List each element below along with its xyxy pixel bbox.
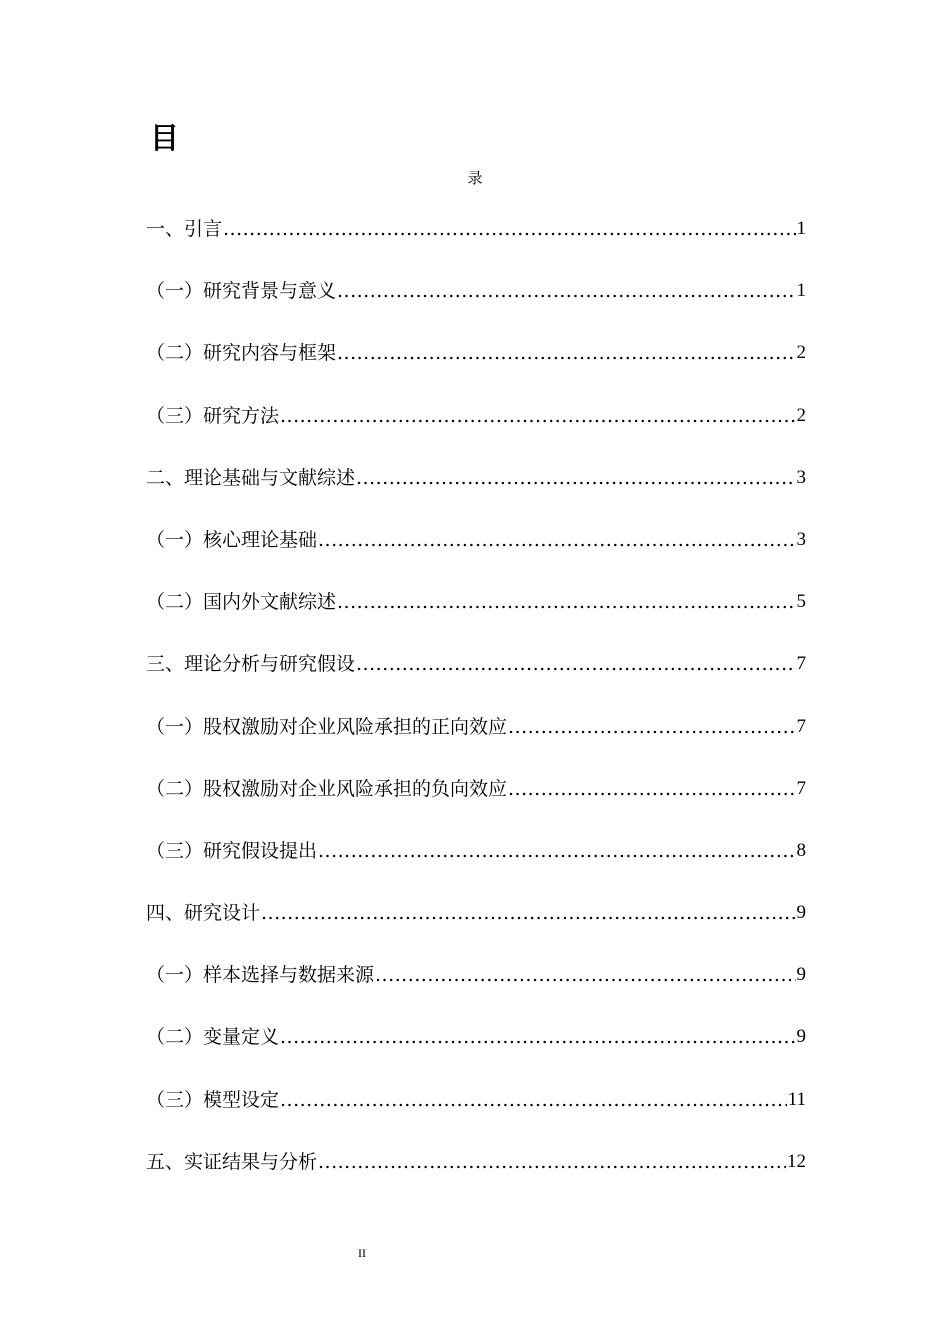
toc-entry[interactable] (146, 461, 806, 523)
toc-title-main: 目 (150, 121, 180, 155)
toc-entry-label: 五、实证结果与分析 (146, 1145, 317, 1179)
table-of-contents (146, 212, 806, 1207)
toc-entry-page: 2 (796, 342, 806, 364)
toc-entry[interactable] (146, 336, 806, 398)
toc-title-sub: 录 (467, 169, 483, 187)
toc-entry-label: （一）样本选择与数据来源 (146, 958, 374, 992)
toc-entry-label: （三）研究假设提出 (146, 834, 317, 868)
toc-entry-label: 二、理论基础与文献综述 (146, 461, 355, 495)
toc-entry-page: 7 (796, 653, 806, 675)
toc-entry[interactable] (146, 772, 806, 834)
dot-leader (318, 834, 795, 868)
toc-entry[interactable] (146, 274, 806, 336)
toc-entry-label: （一）研究背景与意义 (146, 274, 336, 308)
dot-leader (318, 523, 795, 557)
toc-entry-label: 三、理论分析与研究假设 (146, 647, 355, 681)
toc-entry-page: 12 (787, 1150, 806, 1172)
toc-entry[interactable] (146, 523, 806, 585)
footer-page-number: II (358, 1246, 366, 1260)
toc-entry[interactable] (146, 585, 806, 647)
dot-leader (337, 585, 795, 619)
dot-leader (261, 896, 795, 930)
toc-entry-label: 一、引言 (146, 212, 222, 246)
dot-leader (280, 1020, 795, 1054)
toc-entry[interactable] (146, 896, 806, 958)
toc-entry-page: 5 (796, 591, 806, 613)
toc-entry-page: 1 (796, 218, 806, 239)
toc-entry[interactable] (146, 647, 806, 709)
dot-leader (280, 1083, 787, 1117)
dot-leader (223, 212, 795, 246)
toc-entry[interactable] (146, 1083, 806, 1145)
toc-entry-page: 11 (787, 1088, 806, 1110)
toc-entry-label: （三）模型设定 (146, 1083, 279, 1117)
toc-entry[interactable] (146, 212, 806, 274)
toc-entry-page: 8 (796, 839, 806, 861)
toc-entry-page: 2 (796, 404, 806, 426)
toc-entry-page: 7 (796, 777, 806, 799)
toc-entry[interactable] (146, 1145, 806, 1207)
toc-entry-page: 3 (796, 466, 806, 488)
dot-leader (337, 336, 795, 370)
toc-entry-label: （一）核心理论基础 (146, 523, 317, 557)
toc-entry-page: 9 (796, 1026, 806, 1048)
toc-entry-label: （二）国内外文献综述 (146, 585, 336, 619)
toc-entry[interactable] (146, 399, 806, 461)
dot-leader (375, 958, 795, 992)
toc-entry-label: （二）股权激励对企业风险承担的负向效应 (146, 772, 507, 806)
dot-leader (356, 461, 795, 495)
dot-leader (508, 772, 795, 806)
toc-entry[interactable] (146, 958, 806, 1020)
dot-leader (280, 399, 795, 433)
toc-entry-page: 9 (796, 902, 806, 924)
toc-entry-page: 3 (796, 528, 806, 550)
toc-entry-label: （一）股权激励对企业风险承担的正向效应 (146, 710, 507, 744)
dot-leader (318, 1145, 786, 1179)
toc-entry-page: 9 (796, 964, 806, 986)
toc-entry[interactable] (146, 710, 806, 772)
dot-leader (337, 274, 795, 308)
toc-entry-label: （二）变量定义 (146, 1020, 279, 1054)
dot-leader (508, 710, 795, 744)
toc-entry-label: （二）研究内容与框架 (146, 336, 336, 370)
toc-entry-page: 7 (796, 715, 806, 737)
toc-entry-label: 四、研究设计 (146, 896, 260, 930)
toc-entry[interactable] (146, 1020, 806, 1082)
toc-entry-label: （三）研究方法 (146, 399, 279, 433)
dot-leader (356, 647, 795, 681)
toc-entry[interactable] (146, 834, 806, 896)
toc-entry-page: 1 (796, 280, 806, 302)
